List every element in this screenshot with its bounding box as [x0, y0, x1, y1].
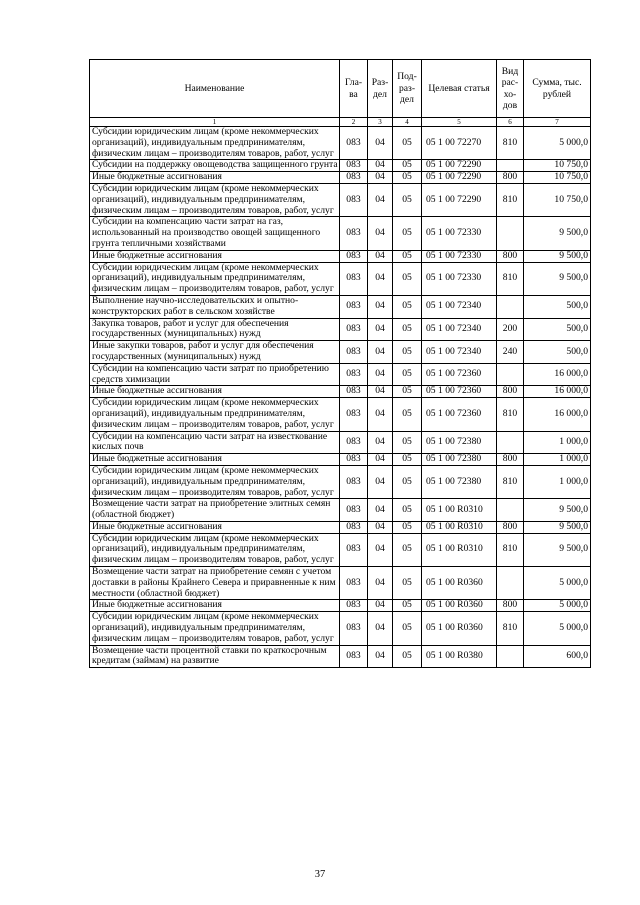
row-razdel: 04 [368, 386, 393, 398]
table-row [90, 341, 591, 364]
row-sum: 9 500,0 [524, 499, 591, 522]
row-podrazdel: 05 [393, 521, 422, 533]
row-podrazdel: 05 [393, 363, 422, 386]
row-podrazdel: 05 [393, 250, 422, 262]
row-razdel: 04 [368, 533, 393, 566]
row-name: Субсидии юридическим лицам (кроме некоммерческих организаций), индивидуальным предпринимателям, физическим лицам – производителям товаров, работ, услуг [90, 612, 340, 645]
row-target: 05 1 00 72340 [422, 318, 497, 341]
row-glava: 083 [340, 217, 368, 250]
row-sum: 16 000,0 [524, 363, 591, 386]
row-vid: 810 [497, 262, 524, 295]
row-podrazdel: 05 [393, 465, 422, 498]
row-name: Иные бюджетные ассигнования [90, 172, 340, 184]
row-name: Субсидии на компенсацию части затрат на известкование кислых почв [90, 431, 340, 454]
row-vid: 200 [497, 318, 524, 341]
row-razdel: 04 [368, 521, 393, 533]
row-vid: 800 [497, 172, 524, 184]
row-podrazdel: 05 [393, 431, 422, 454]
row-name: Субсидии на компенсацию части затрат на газ, использованный на производство овощей защищенного грунта тепличными хозяйствами [90, 217, 340, 250]
row-target: 05 1 00 R0310 [422, 499, 497, 522]
row-razdel: 04 [368, 262, 393, 295]
row-sum: 1 000,0 [524, 454, 591, 466]
row-sum: 9 500,0 [524, 217, 591, 250]
row-glava: 083 [340, 645, 368, 668]
row-name: Субсидии юридическим лицам (кроме некоммерческих организаций), индивидуальным предпринимателям, физическим лицам – производителям товаров, работ, услуг [90, 398, 340, 431]
table-row [90, 318, 591, 341]
row-vid: 810 [497, 612, 524, 645]
column-index: 6 [497, 118, 524, 127]
row-vid: 810 [497, 127, 524, 160]
row-glava: 083 [340, 521, 368, 533]
row-sum: 16 000,0 [524, 386, 591, 398]
table-row [90, 600, 591, 612]
table-header-row [90, 60, 591, 118]
table-row [90, 363, 591, 386]
row-vid: 810 [497, 533, 524, 566]
row-vid: 800 [497, 250, 524, 262]
col-header-razdel: Раз-дел [368, 60, 393, 118]
row-sum: 600,0 [524, 645, 591, 668]
row-razdel: 04 [368, 398, 393, 431]
row-podrazdel: 05 [393, 398, 422, 431]
table-row [90, 567, 591, 600]
row-razdel: 04 [368, 172, 393, 184]
row-vid [497, 217, 524, 250]
row-podrazdel: 05 [393, 127, 422, 160]
row-glava: 083 [340, 567, 368, 600]
row-vid: 800 [497, 600, 524, 612]
row-glava: 083 [340, 172, 368, 184]
row-glava: 083 [340, 341, 368, 364]
row-glava: 083 [340, 262, 368, 295]
table-body [90, 127, 591, 668]
row-glava: 083 [340, 295, 368, 318]
table-row [90, 217, 591, 250]
row-name: Иные бюджетные ассигнования [90, 386, 340, 398]
row-razdel: 04 [368, 160, 393, 172]
row-razdel: 04 [368, 217, 393, 250]
row-name: Субсидии юридическим лицам (кроме некоммерческих организаций), индивидуальным предпринимателям, физическим лицам – производителям товаров, работ, услуг [90, 183, 340, 216]
row-razdel: 04 [368, 363, 393, 386]
col-header-glava: Гла-ва [340, 60, 368, 118]
table-row [90, 645, 591, 668]
row-razdel: 04 [368, 612, 393, 645]
row-sum: 5 000,0 [524, 612, 591, 645]
column-index: 2 [340, 118, 368, 127]
table-row [90, 262, 591, 295]
row-glava: 083 [340, 127, 368, 160]
table-row [90, 533, 591, 566]
row-podrazdel: 05 [393, 183, 422, 216]
row-target: 05 1 00 R0380 [422, 645, 497, 668]
row-podrazdel: 05 [393, 295, 422, 318]
row-razdel: 04 [368, 295, 393, 318]
table-row [90, 160, 591, 172]
row-glava: 083 [340, 386, 368, 398]
row-vid [497, 431, 524, 454]
row-vid: 810 [497, 183, 524, 216]
table-row [90, 612, 591, 645]
row-glava: 083 [340, 612, 368, 645]
row-sum: 9 500,0 [524, 262, 591, 295]
row-podrazdel: 05 [393, 645, 422, 668]
row-target: 05 1 00 72380 [422, 454, 497, 466]
table-row [90, 499, 591, 522]
row-vid: 800 [497, 521, 524, 533]
row-sum: 10 750,0 [524, 160, 591, 172]
row-target: 05 1 00 R0360 [422, 567, 497, 600]
table-row [90, 454, 591, 466]
row-target: 05 1 00 72330 [422, 262, 497, 295]
row-glava: 083 [340, 250, 368, 262]
col-header-podrazdel: Под-раз-дел [393, 60, 422, 118]
row-name: Субсидии юридическим лицам (кроме некоммерческих организаций), индивидуальным предпринимателям, физическим лицам – производителям товаров, работ, услуг [90, 533, 340, 566]
table-row [90, 521, 591, 533]
row-target: 05 1 00 72330 [422, 250, 497, 262]
row-vid [497, 363, 524, 386]
row-podrazdel: 05 [393, 341, 422, 364]
row-razdel: 04 [368, 183, 393, 216]
row-glava: 083 [340, 431, 368, 454]
row-sum: 5 000,0 [524, 600, 591, 612]
row-podrazdel: 05 [393, 454, 422, 466]
row-target: 05 1 00 R0360 [422, 600, 497, 612]
page-number: 37 [314, 869, 326, 880]
row-name: Иные закупки товаров, работ и услуг для обеспечения государственных (муниципальных) нужд [90, 341, 340, 364]
table-row [90, 465, 591, 498]
row-sum: 10 750,0 [524, 183, 591, 216]
col-header-name: Наименование [90, 60, 340, 118]
column-index: 7 [524, 118, 591, 127]
column-index: 1 [90, 118, 340, 127]
row-razdel: 04 [368, 454, 393, 466]
budget-table [89, 59, 591, 668]
row-podrazdel: 05 [393, 160, 422, 172]
row-name: Закупка товаров, работ и услуг для обеспечения государственных (муниципальных) нужд [90, 318, 340, 341]
row-target: 05 1 00 R0310 [422, 521, 497, 533]
row-target: 05 1 00 72380 [422, 431, 497, 454]
row-name: Субсидии юридическим лицам (кроме некоммерческих организаций), индивидуальным предпринимателям, физическим лицам – производителям товаров, работ, услуг [90, 465, 340, 498]
row-name: Иные бюджетные ассигнования [90, 250, 340, 262]
table-row [90, 295, 591, 318]
table-row [90, 398, 591, 431]
row-glava: 083 [340, 600, 368, 612]
row-target: 05 1 00 72360 [422, 386, 497, 398]
row-podrazdel: 05 [393, 533, 422, 566]
row-sum: 500,0 [524, 341, 591, 364]
table-row [90, 172, 591, 184]
table-row [90, 250, 591, 262]
row-podrazdel: 05 [393, 172, 422, 184]
row-glava: 083 [340, 318, 368, 341]
table-row [90, 127, 591, 160]
col-header-sum: Сумма, тыс. рублей [524, 60, 591, 118]
row-razdel: 04 [368, 127, 393, 160]
row-podrazdel: 05 [393, 612, 422, 645]
row-name: Субсидии на компенсацию части затрат по приобретению средств химизации [90, 363, 340, 386]
row-podrazdel: 05 [393, 318, 422, 341]
row-sum: 9 500,0 [524, 533, 591, 566]
row-razdel: 04 [368, 499, 393, 522]
column-index: 5 [422, 118, 497, 127]
row-glava: 083 [340, 398, 368, 431]
row-podrazdel: 05 [393, 262, 422, 295]
row-target: 05 1 00 R0310 [422, 533, 497, 566]
row-name: Выполнение научно-исследовательских и опытно-конструкторских работ в сельском хозяйстве [90, 295, 340, 318]
row-target: 05 1 00 72290 [422, 183, 497, 216]
row-glava: 083 [340, 533, 368, 566]
row-vid [497, 567, 524, 600]
row-vid: 800 [497, 386, 524, 398]
row-sum: 1 000,0 [524, 465, 591, 498]
row-name: Субсидии на поддержку овощеводства защищенного грунта [90, 160, 340, 172]
row-target: 05 1 00 72340 [422, 295, 497, 318]
row-glava: 083 [340, 465, 368, 498]
row-vid [497, 645, 524, 668]
row-vid: 240 [497, 341, 524, 364]
row-vid [497, 499, 524, 522]
row-vid: 810 [497, 398, 524, 431]
row-sum: 9 500,0 [524, 250, 591, 262]
col-header-target: Целевая статья [422, 60, 497, 118]
row-sum: 500,0 [524, 318, 591, 341]
row-podrazdel: 05 [393, 386, 422, 398]
row-target: 05 1 00 72270 [422, 127, 497, 160]
row-name: Возмещение части затрат на приобретение семян с учетом доставки в районы Крайнего Севера и приравненные к ним местности (областной бюджет) [90, 567, 340, 600]
row-razdel: 04 [368, 465, 393, 498]
row-sum: 5 000,0 [524, 567, 591, 600]
row-target: 05 1 00 72380 [422, 465, 497, 498]
row-name: Возмещение части затрат на приобретение элитных семян (областной бюджет) [90, 499, 340, 522]
row-podrazdel: 05 [393, 499, 422, 522]
row-sum: 1 000,0 [524, 431, 591, 454]
row-glava: 083 [340, 454, 368, 466]
row-glava: 083 [340, 160, 368, 172]
row-name: Иные бюджетные ассигнования [90, 521, 340, 533]
row-razdel: 04 [368, 318, 393, 341]
table-row [90, 431, 591, 454]
row-vid [497, 295, 524, 318]
row-razdel: 04 [368, 645, 393, 668]
row-target: 05 1 00 R0360 [422, 612, 497, 645]
row-razdel: 04 [368, 250, 393, 262]
row-name: Субсидии юридическим лицам (кроме некоммерческих организаций), индивидуальным предпринимателям, физическим лицам – производителям товаров, работ, услуг [90, 127, 340, 160]
row-podrazdel: 05 [393, 567, 422, 600]
row-razdel: 04 [368, 567, 393, 600]
column-index: 4 [393, 118, 422, 127]
row-razdel: 04 [368, 431, 393, 454]
row-name: Иные бюджетные ассигнования [90, 600, 340, 612]
row-glava: 083 [340, 183, 368, 216]
row-glava: 083 [340, 363, 368, 386]
row-name: Возмещение части процентной ставки по краткосрочным кредитам (займам) на развитие [90, 645, 340, 668]
row-razdel: 04 [368, 600, 393, 612]
column-index: 3 [368, 118, 393, 127]
row-target: 05 1 00 72360 [422, 398, 497, 431]
row-sum: 9 500,0 [524, 521, 591, 533]
row-sum: 5 000,0 [524, 127, 591, 160]
row-razdel: 04 [368, 341, 393, 364]
row-vid: 800 [497, 454, 524, 466]
row-target: 05 1 00 72340 [422, 341, 497, 364]
table-row [90, 386, 591, 398]
row-target: 05 1 00 72360 [422, 363, 497, 386]
col-header-vid: Вид рас-хо-дов [497, 60, 524, 118]
row-target: 05 1 00 72290 [422, 160, 497, 172]
table-row [90, 183, 591, 216]
row-sum: 500,0 [524, 295, 591, 318]
row-sum: 16 000,0 [524, 398, 591, 431]
row-glava: 083 [340, 499, 368, 522]
row-vid [497, 160, 524, 172]
row-target: 05 1 00 72290 [422, 172, 497, 184]
row-name: Субсидии юридическим лицам (кроме некоммерческих организаций), индивидуальным предпринимателям, физическим лицам – производителям товаров, работ, услуг [90, 262, 340, 295]
row-sum: 10 750,0 [524, 172, 591, 184]
row-podrazdel: 05 [393, 600, 422, 612]
row-vid: 810 [497, 465, 524, 498]
row-name: Иные бюджетные ассигнования [90, 454, 340, 466]
row-podrazdel: 05 [393, 217, 422, 250]
row-target: 05 1 00 72330 [422, 217, 497, 250]
